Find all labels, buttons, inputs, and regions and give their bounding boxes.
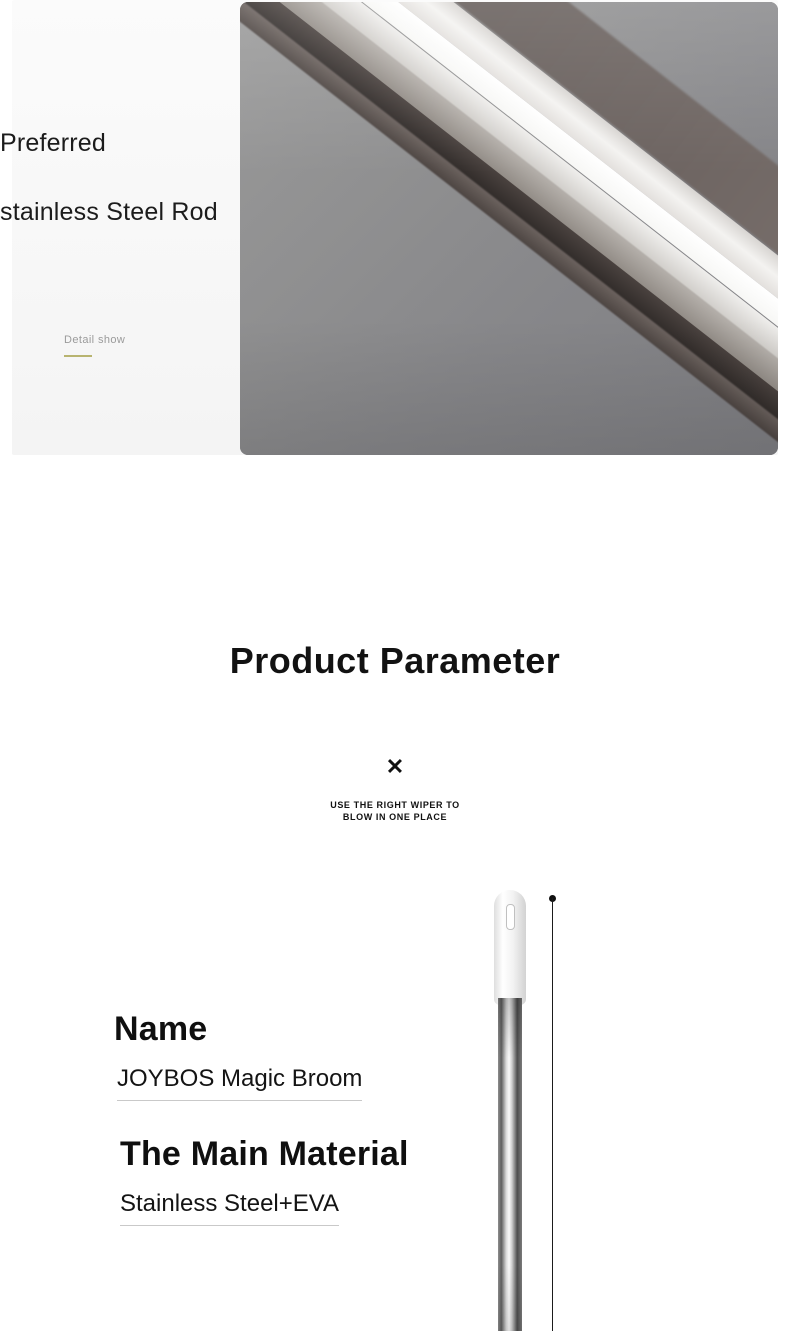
parameter-row	[114, 1010, 514, 1101]
usage-note	[0, 799, 790, 823]
usage-note-line-1: USE THE RIGHT WIPER TO	[330, 800, 460, 810]
broom-rod-shading	[498, 998, 522, 1331]
hero-section	[0, 0, 778, 455]
parameter-row	[114, 1135, 514, 1226]
section-title: Product Parameter	[229, 640, 561, 681]
hero-product-photo	[240, 2, 778, 455]
cross-mark-icon: ✕	[385, 754, 405, 779]
hero-heading-line-1: Preferred	[0, 129, 107, 157]
product-photo-broom-handle	[470, 880, 590, 1331]
measure-line	[552, 898, 553, 1331]
parameter-list	[114, 1010, 514, 1226]
detail-show-underline	[64, 355, 92, 357]
hero-heading	[0, 128, 260, 229]
parameter-label: Name	[114, 1010, 208, 1048]
usage-note-line-2: BLOW IN ONE PLACE	[342, 812, 448, 823]
hero-heading-line-2: stainless Steel Rod	[0, 198, 218, 227]
parameter-label: The Main Material	[120, 1134, 409, 1173]
parameter-value: Stainless Steel+EVA	[120, 1190, 339, 1226]
parameter-value: JOYBOS Magic Broom	[117, 1065, 362, 1101]
rod-diagonal-bands	[240, 2, 778, 455]
detail-show-label: Detail show	[64, 334, 126, 346]
broom-hanging-hole	[506, 904, 515, 930]
